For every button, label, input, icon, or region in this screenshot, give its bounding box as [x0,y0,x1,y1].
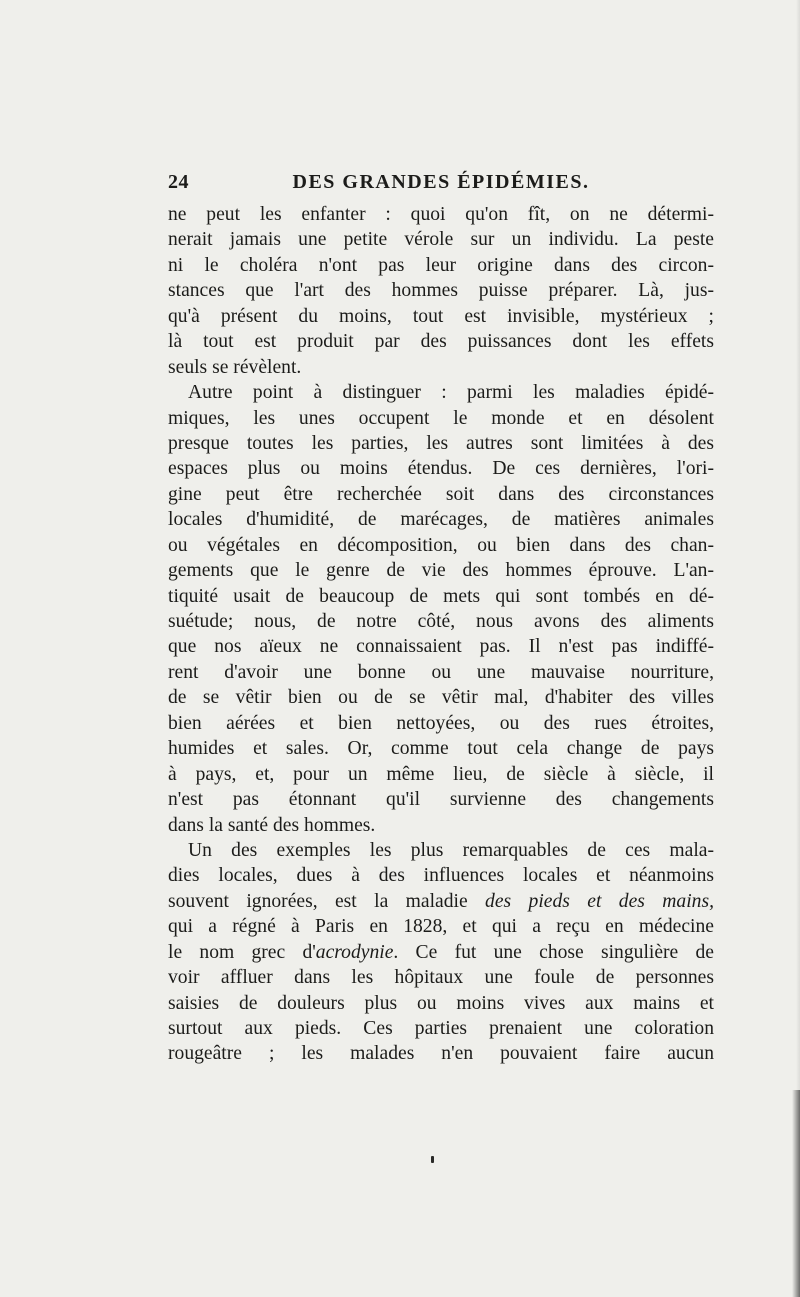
page-number: 24 [168,171,189,193]
italic-term: acrodynie [315,941,394,963]
text-line: gements que le genre de vie des hommes éprouve. L'an- [168,560,714,582]
text-line: dies locales, dues à des influences locales et néanmoins [168,865,714,887]
text-line: Un des exemples les plus remarquables de ces mala- [188,839,714,861]
text-line: presque toutes les parties, les autres sont limitées à des [168,432,714,454]
text-line: là tout est produit par des puissances dont les effets [168,331,714,353]
body-text [168,202,714,1067]
italic-phrase: des pieds et des mains, [485,890,714,912]
text-line: dans la santé des hommes. [168,814,376,836]
text-line: ne peut les enfanter : quoi qu'on fît, on ne détermi- [168,204,714,225]
page-header [168,171,714,197]
running-title: DES GRANDES ÉPIDÉMIES. [292,171,590,193]
text-span: . Ce fut une chose singulière de [393,941,715,963]
text-line: rent d'avoir une bonne ou une mauvaise nourriture, [168,661,714,683]
text-line: gine peut être recherchée soit dans des circonstances [168,483,714,505]
text-line: suétude; nous, de notre côté, nous avons des aliments [168,611,714,632]
text-line: locales d'humidité, de marécages, de matières animales [168,509,714,531]
text-line: qu'à présent du moins, tout est invisible, mystérieux ; [168,305,714,327]
text-line: ou végétales en décomposition, ou bien dans des chan- [168,534,714,556]
text-span: le nom grec d' [168,941,316,963]
text-line: tiquité usait de beaucoup de mets qui sont tombés en dé- [168,585,714,607]
text-line: humides et sales. Or, comme tout cela change de pays [168,738,714,760]
text-line: seuls se révèlent. [168,356,302,378]
text-line [168,889,714,914]
text-line: bien aérées et bien nettoyées, ou des rues étroites, [168,712,714,734]
text-line: rougeâtre ; les malades n'en pouvaient faire aucun [168,1043,714,1065]
text-span: souvent ignorées, est la maladie [168,890,486,912]
text-line: voir affluer dans les hôpitaux une foule de personnes [168,967,714,989]
text-line: surtout aux pieds. Ces parties prenaient une coloration [168,1018,714,1039]
text-line: n'est pas étonnant qu'il survienne des changements [168,789,714,811]
text-line [168,940,714,965]
text-line: nerait jamais une petite vérole sur un individu. La peste [168,229,714,251]
page-edge-shadow-dark [792,1090,800,1297]
page-edge-shadow [796,0,800,1090]
text-line: Autre point à distinguer : parmi les maladies épidé- [188,382,714,404]
text-line: ni le choléra n'ont pas leur origine dans des circon- [168,254,714,276]
text-line: stances que l'art des hommes puisse préparer. Là, jus- [168,280,714,302]
text-line: que nos aïeux ne connaissaient pas. Il n'est pas indiffé- [168,636,714,658]
text-line: qui a régné à Paris en 1828, et qui a reçu en médecine [168,916,714,938]
text-line: de se vêtir bien ou de se vêtir mal, d'habiter des villes [168,687,714,709]
text-line: saisies de douleurs plus ou moins vives aux mains et [168,992,714,1014]
text-line: espaces plus ou moins étendus. De ces dernières, l'ori- [168,458,714,480]
text-line: à pays, et, pour un même lieu, de siècle à siècle, il [168,763,714,785]
text-line: miques, les unes occupent le monde et en désolent [168,407,714,429]
ink-speck [431,1156,434,1163]
